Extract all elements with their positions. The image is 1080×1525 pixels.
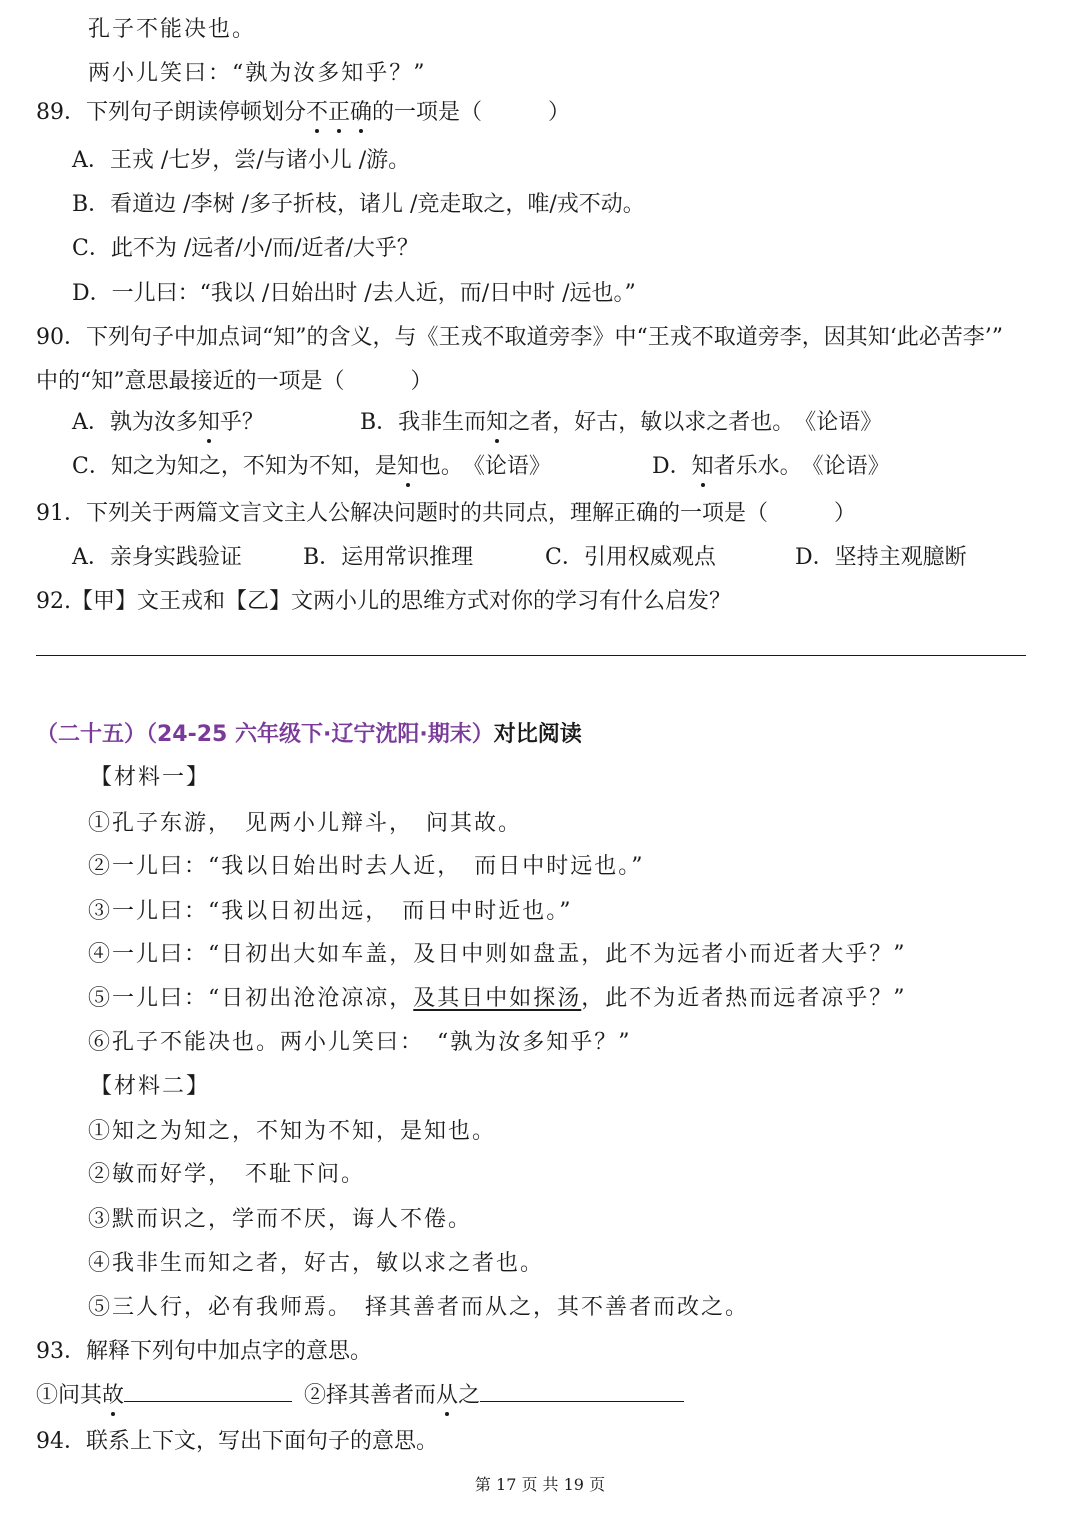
- q90-option-b: B．我非生而知之者，好古，敏以求之者也。 《论语》: [360, 408, 882, 438]
- material-2-line-4: ④我非生而知之者，好古，敏以求之者也。: [88, 1251, 545, 1276]
- material-1-line-5: ⑤一儿曰：“日初出沧沧凉凉，及其日中如探汤，此不为近者热而远者凉乎？”: [88, 986, 907, 1011]
- emphasis-dot-char: 不: [306, 98, 328, 128]
- emphasis-dot-char: 知: [692, 452, 714, 482]
- q90-option-c: C．知之为知之，不知为不知，是知也。 《论语》: [72, 452, 551, 482]
- emphasis-dot-char: 故: [102, 1381, 124, 1411]
- material-1-line-6: ⑥孔子不能决也。两小儿笑曰： “孰为汝多知乎？”: [88, 1030, 632, 1055]
- material-1-line-2: ②一儿曰：“我以日始出时去人近， 而日中时远也。”: [88, 854, 645, 879]
- q89-option-b: B．看道边 /李树 /多子折枝，诸儿 /竞走取之，唯/戎不动。: [72, 192, 645, 217]
- material-2-label: 【材料二】: [90, 1074, 211, 1099]
- answer-blank-2[interactable]: [480, 1379, 684, 1402]
- q91-option-c: C．引用权威观点: [545, 545, 716, 570]
- q91-option-d: D．坚持主观臆断: [795, 545, 967, 570]
- q90-option-d: D．知者乐水。 《论语》: [652, 452, 890, 482]
- q91-option-b: B．运用常识推理: [303, 545, 474, 570]
- material-1-line-3: ③一儿曰：“我以日初出远， 而日中时近也。”: [88, 899, 573, 924]
- question-91-stem: 91．下列关于两篇文言文主人公解决问题时的共同点，理解正确的一项是（ ）: [36, 501, 856, 526]
- q89-option-d: D．一儿曰：“我以 /日始出时 /去人近，而/日中时 /远也。”: [72, 281, 636, 306]
- question-94-stem: 94．联系上下文，写出下面句子的意思。: [36, 1429, 438, 1454]
- emphasis-dot-char: 从: [436, 1381, 458, 1411]
- question-92-stem: 92.【甲】文王戎和【乙】文两小儿的思维方式对你的学习有什么启发？: [36, 589, 731, 614]
- section-title: （二十五）（24-25 六年级下·辽宁沈阳·期末）对比阅读: [36, 722, 582, 747]
- material-1-line-1: ①孔子东游， 见两小儿辩斗， 问其故。: [88, 811, 523, 836]
- q89-option-c: C．此不为 /远者/小/而/近者/大乎？: [72, 236, 419, 261]
- question-89-stem: 89．下列句子朗读停顿划分不正确的一项是（ ）: [36, 98, 570, 128]
- emphasis-dot-char: 知: [397, 452, 419, 482]
- material-1-line-4: ④一儿曰：“日初出大如车盖，及日中则如盘盂，此不为远者小而近者大乎？”: [88, 942, 907, 967]
- underlined-phrase: 及其日中如探汤: [413, 986, 582, 1011]
- q90-option-a: A．孰为汝多知乎？: [72, 408, 264, 438]
- question-90-stem-line-2: 中的“知”意思最接近的一项是（ ）: [36, 369, 433, 394]
- material-2-line-2: ②敏而好学， 不耻下问。: [88, 1162, 366, 1187]
- emphasis-dot-char: 知: [486, 408, 508, 438]
- emphasis-dot-char: 知: [198, 408, 220, 438]
- material-2-line-1: ①知之为知之，不知为不知，是知也。: [88, 1119, 497, 1144]
- material-1-label: 【材料一】: [90, 765, 211, 790]
- question-93-stem: 93．解释下列句中加点字的意思。: [36, 1339, 372, 1364]
- q89-option-a: A．王戎 /七岁，尝/与诸小儿 /游。: [72, 148, 411, 173]
- q91-option-a: A．亲身实践验证: [72, 545, 242, 570]
- page-number: 第 17 页 共 19 页: [474, 1475, 606, 1494]
- emphasis-dot-char: 确: [350, 98, 372, 128]
- material-2-line-3: ③默而识之，学而不厌，诲人不倦。: [88, 1207, 473, 1232]
- answer-blank-1[interactable]: [124, 1379, 292, 1402]
- continuation-line-1: 孔子不能决也。: [88, 17, 257, 42]
- question-93-items: ①问其故 ②择其善者而从之: [36, 1379, 684, 1411]
- emphasis-dot-char: 正: [328, 98, 350, 128]
- continuation-line-2: 两小儿笑曰：“孰为汝多知乎？”: [88, 61, 427, 86]
- question-90-stem-line-1: 90．下列句子中加点词“知”的含义，与《王戎不取道旁李》中“王戎不取道旁李，因其知‘此必苦李’”: [36, 325, 1003, 350]
- material-2-line-5: ⑤三人行，必有我师焉。 择其善者而从之，其不善者而改之。: [88, 1295, 750, 1320]
- answer-line[interactable]: [36, 655, 1026, 656]
